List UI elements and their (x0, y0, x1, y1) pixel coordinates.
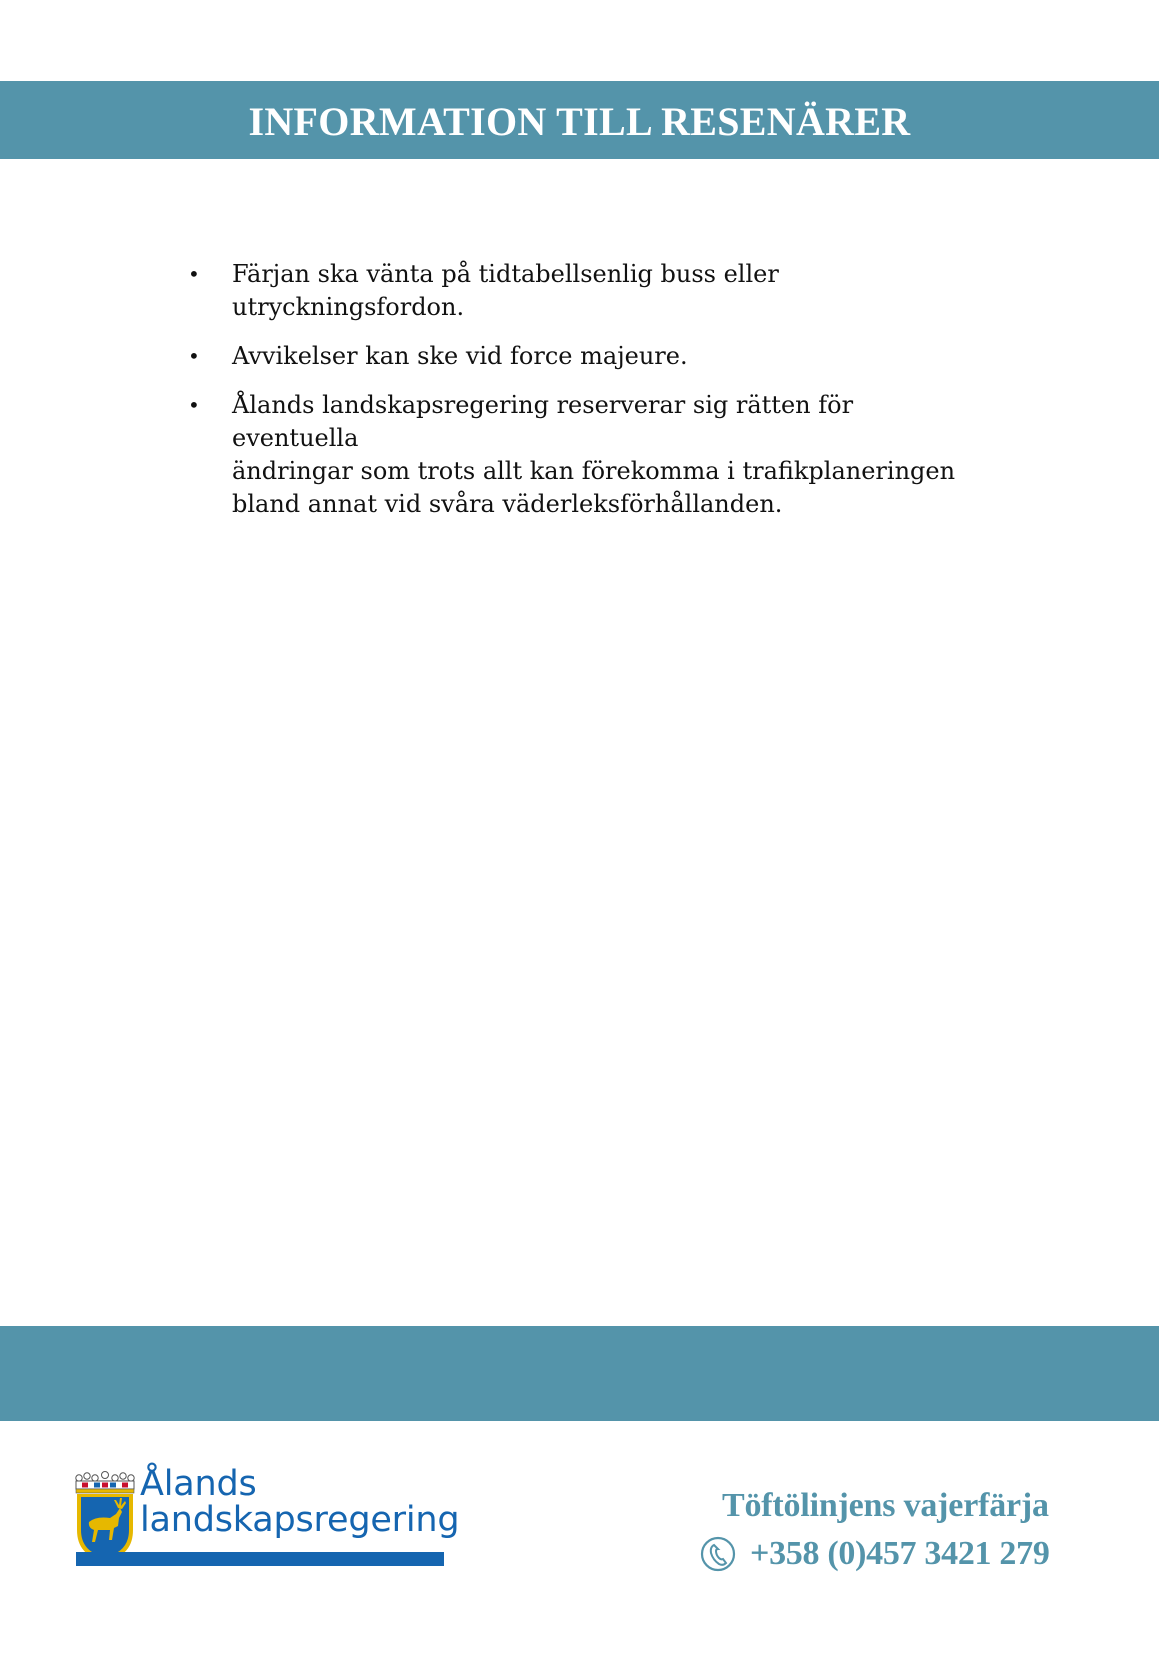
logo-wordmark (140, 1466, 459, 1538)
list-item (186, 389, 986, 521)
info-list (186, 258, 986, 537)
logo-line-2: landskapsregering (140, 1500, 460, 1540)
list-item-line: ändringar som trots allt kan förekomma i trafikplaneringen (232, 457, 956, 485)
list-item-line: Ålands landskapsregering reserverar sig rätten för eventuella (232, 391, 854, 452)
logo-bar (76, 1552, 444, 1566)
phone-icon (700, 1536, 736, 1572)
contact-phone: +358 (0)457 3421 279 (750, 1535, 1050, 1572)
contact-title: Töftölinjens vajerfärja (722, 1487, 1049, 1524)
list-item-line: utryckningsfordon. (232, 293, 465, 321)
footer-band (0, 1326, 1159, 1421)
contact-block (700, 1486, 1120, 1574)
bullet: • (188, 262, 200, 286)
bullet: • (188, 393, 200, 417)
list-item (186, 258, 986, 324)
list-item-line: Färjan ska vänta på tidtabellsenlig buss eller (232, 260, 779, 288)
bullet: • (188, 344, 200, 368)
page-title: INFORMATION TILL RESENÄRER (248, 98, 911, 144)
coat-of-arms-icon (74, 1470, 136, 1562)
list-item-line: bland annat vid svåra väderleksförhållanden. (232, 490, 783, 518)
header-band (0, 81, 1159, 159)
aland-government-logo (72, 1464, 460, 1570)
list-item-line: Avvikelser kan ske vid force majeure. (232, 342, 688, 370)
logo-line-1: Ålands (140, 1464, 257, 1504)
list-item (186, 340, 986, 373)
contact-phone-row (700, 1534, 1120, 1574)
